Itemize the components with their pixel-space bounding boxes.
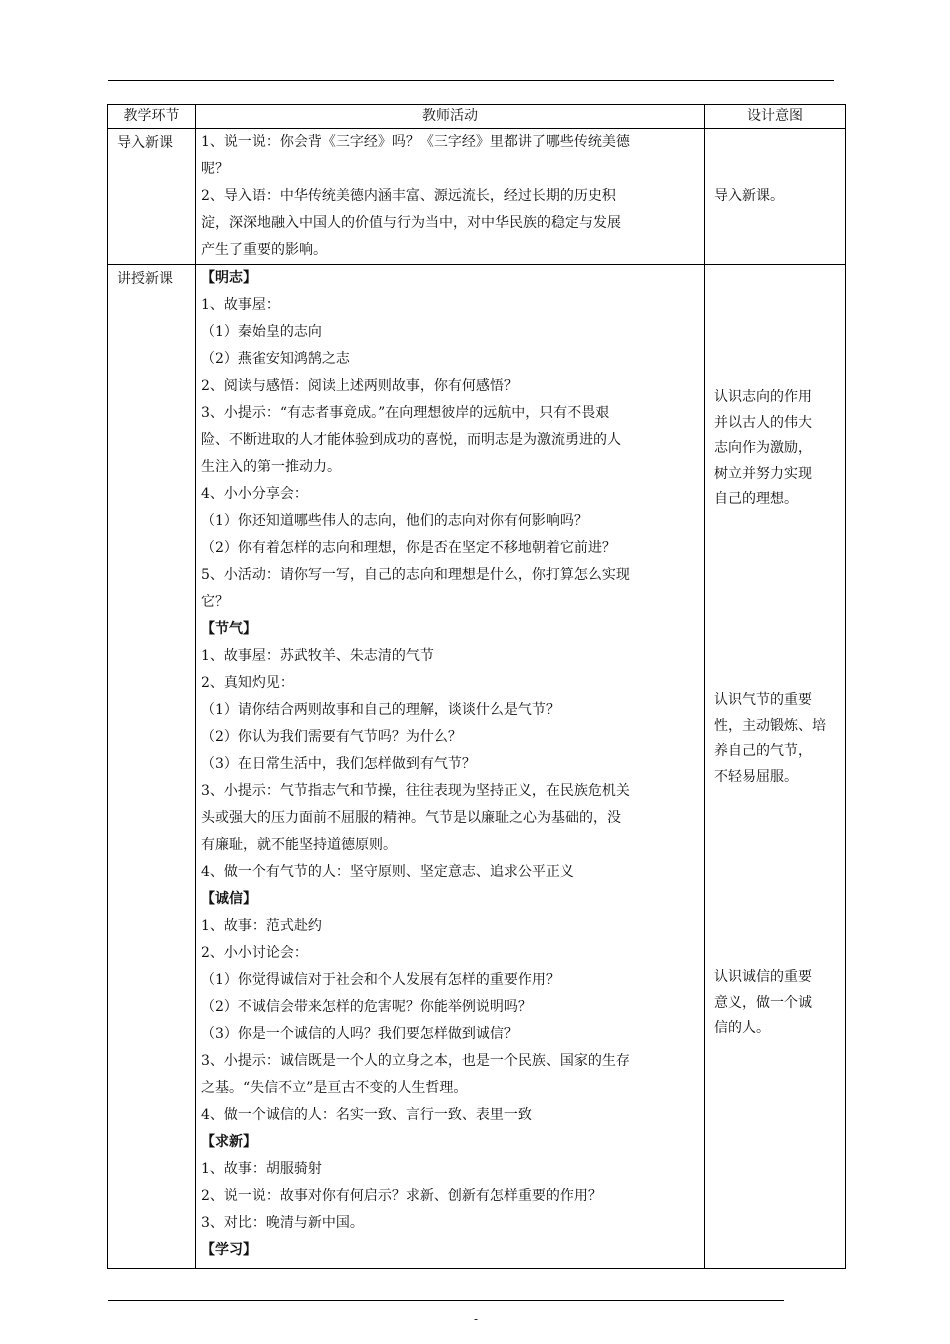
intro-intent (705, 129, 846, 265)
activity-line: （1）你还知道哪些伟人的志向，他们的志向对你有何影响吗？ (201, 513, 588, 529)
header-stage: 教学环节 (108, 105, 196, 129)
activity-line: 4、做一个有气节的人：坚守原则、坚定意志、追求公平正义 (201, 864, 574, 880)
activity-line: 1、故事屋：苏武牧羊、朱志清的气节 (201, 648, 434, 664)
section-title: 【明志】 (201, 270, 257, 286)
table-row-main (108, 265, 846, 1269)
activity-line: （2）燕雀安知鸿鹄之志 (201, 351, 350, 367)
intent-line: 性，主动锻炼、培 (714, 717, 826, 734)
intent-chengxin (714, 965, 837, 1042)
table-header-row (108, 105, 846, 129)
lesson-plan-table (107, 104, 846, 1269)
activity-line: 它？ (201, 594, 229, 610)
intent-mingzhi (714, 385, 837, 513)
activity-line: 2、阅读与感悟：阅读上述两则故事，你有何感悟？ (201, 378, 518, 394)
activity-line: 3、小提示：诚信既是一个人的立身之本，也是一个民族、国家的生存 (201, 1053, 630, 1069)
activity-line: 2、小小讨论会： (201, 945, 308, 961)
section-title: 【节气】 (201, 621, 257, 637)
intro-line: 淀，深深地融入中国人的价值与行为当中，对中华民族的稳定与发展 (201, 215, 621, 231)
activity-line: （3）你是一个诚信的人吗？我们要怎样做到诚信？ (201, 1026, 518, 1042)
activity-line: 3、对比：晚清与新中国。 (201, 1215, 364, 1231)
intent-line: 树立并努力实现 (714, 465, 812, 482)
intent-line: 不轻易屈服。 (714, 768, 798, 785)
activity-line: 1、故事：范式赴约 (201, 918, 322, 934)
header-teacher-activity: 教师活动 (196, 105, 705, 129)
page-number-mark: - (474, 1312, 479, 1326)
section-title: 【诚信】 (201, 891, 257, 907)
activity-line: （2）你有着怎样的志向和理想，你是否在坚定不移地朝着它前进？ (201, 540, 616, 556)
activity-line: （2）你认为我们需要有气节吗？为什么？ (201, 729, 462, 745)
intent-line: 信的人。 (714, 1020, 770, 1036)
activity-line: 3、小提示：气节指志气和节操，往往表现为坚持正义，在民族危机关 (201, 783, 630, 799)
intent-line: 认识志向的作用 (714, 389, 812, 405)
intro-line: 1、说一说：你会背《三字经》吗？《三字经》里都讲了哪些传统美德 (201, 134, 630, 150)
activity-line: （1）你觉得诚信对于社会和个人发展有怎样的重要作用？ (201, 972, 560, 988)
intent-line: 并以古人的伟大 (714, 414, 812, 431)
section-title: 【学习】 (201, 1242, 257, 1258)
header-design-intent: 设计意图 (705, 105, 846, 129)
activity-line: 1、故事屋： (201, 297, 280, 313)
activity-line: 4、小小分享会： (201, 486, 308, 502)
intent-line: 意义，做一个诚 (714, 994, 812, 1011)
activity-line: 1、故事：胡服骑射 (201, 1161, 322, 1177)
activity-line: （3）在日常生活中，我们怎样做到有气节？ (201, 756, 476, 772)
intro-line: 呢？ (201, 161, 229, 177)
intent-jieqi (714, 688, 837, 790)
main-activity (196, 265, 705, 1269)
main-intent-cell (705, 265, 846, 1269)
activity-line: 有廉耻，就不能坚持道德原则。 (201, 837, 397, 853)
intro-activity (196, 129, 705, 265)
activity-line: 之基。“失信不立”是亘古不变的人生哲理。 (201, 1080, 468, 1096)
activity-line: （2）不诚信会带来怎样的危害呢？你能举例说明吗？ (201, 999, 532, 1015)
footer-rule (108, 1300, 784, 1301)
activity-line: （1）秦始皇的志向 (201, 324, 322, 340)
activity-line: 2、说一说：故事对你有何启示？求新、创新有怎样重要的作用？ (201, 1188, 602, 1204)
intro-intent-text: 导入新课。 (714, 187, 784, 204)
activity-line: 2、真知灼见： (201, 675, 294, 691)
intent-line: 认识诚信的重要 (714, 969, 812, 985)
section-title: 【求新】 (201, 1134, 257, 1150)
activity-line: 生注入的第一推动力。 (201, 459, 341, 475)
activity-line: （1）请你结合两则故事和自己的理解，谈谈什么是气节？ (201, 702, 560, 718)
main-activity-lines (201, 265, 704, 1264)
activity-line: 5、小活动：请你写一写，自己的志向和理想是什么，你打算怎么实现 (201, 567, 630, 583)
intent-line: 自己的理想。 (714, 491, 798, 507)
intro-line: 2、导入语：中华传统美德内涵丰富、源远流长，经过长期的历史积 (201, 188, 616, 204)
activity-line: 头或强大的压力面前不屈服的精神。气节是以廉耻之心为基础的，没 (201, 810, 621, 826)
intent-line: 志向作为激励， (714, 440, 812, 456)
intent-line: 养自己的气节， (714, 743, 812, 759)
intro-line: 产生了重要的影响。 (201, 242, 327, 258)
stage-main: 讲授新课 (108, 265, 196, 1269)
table-row-intro (108, 129, 846, 265)
intent-line: 认识气节的重要 (714, 692, 812, 708)
stage-intro: 导入新课 (108, 129, 196, 265)
activity-line: 3、小提示：“有志者事竟成。”在向理想彼岸的远航中，只有不畏艰 (201, 405, 610, 421)
header-rule (108, 80, 834, 81)
activity-line: 4、做一个诚信的人：名实一致、言行一致、表里一致 (201, 1107, 532, 1123)
activity-line: 险、不断进取的人才能体验到成功的喜悦，而明志是为激流勇进的人 (201, 432, 621, 448)
